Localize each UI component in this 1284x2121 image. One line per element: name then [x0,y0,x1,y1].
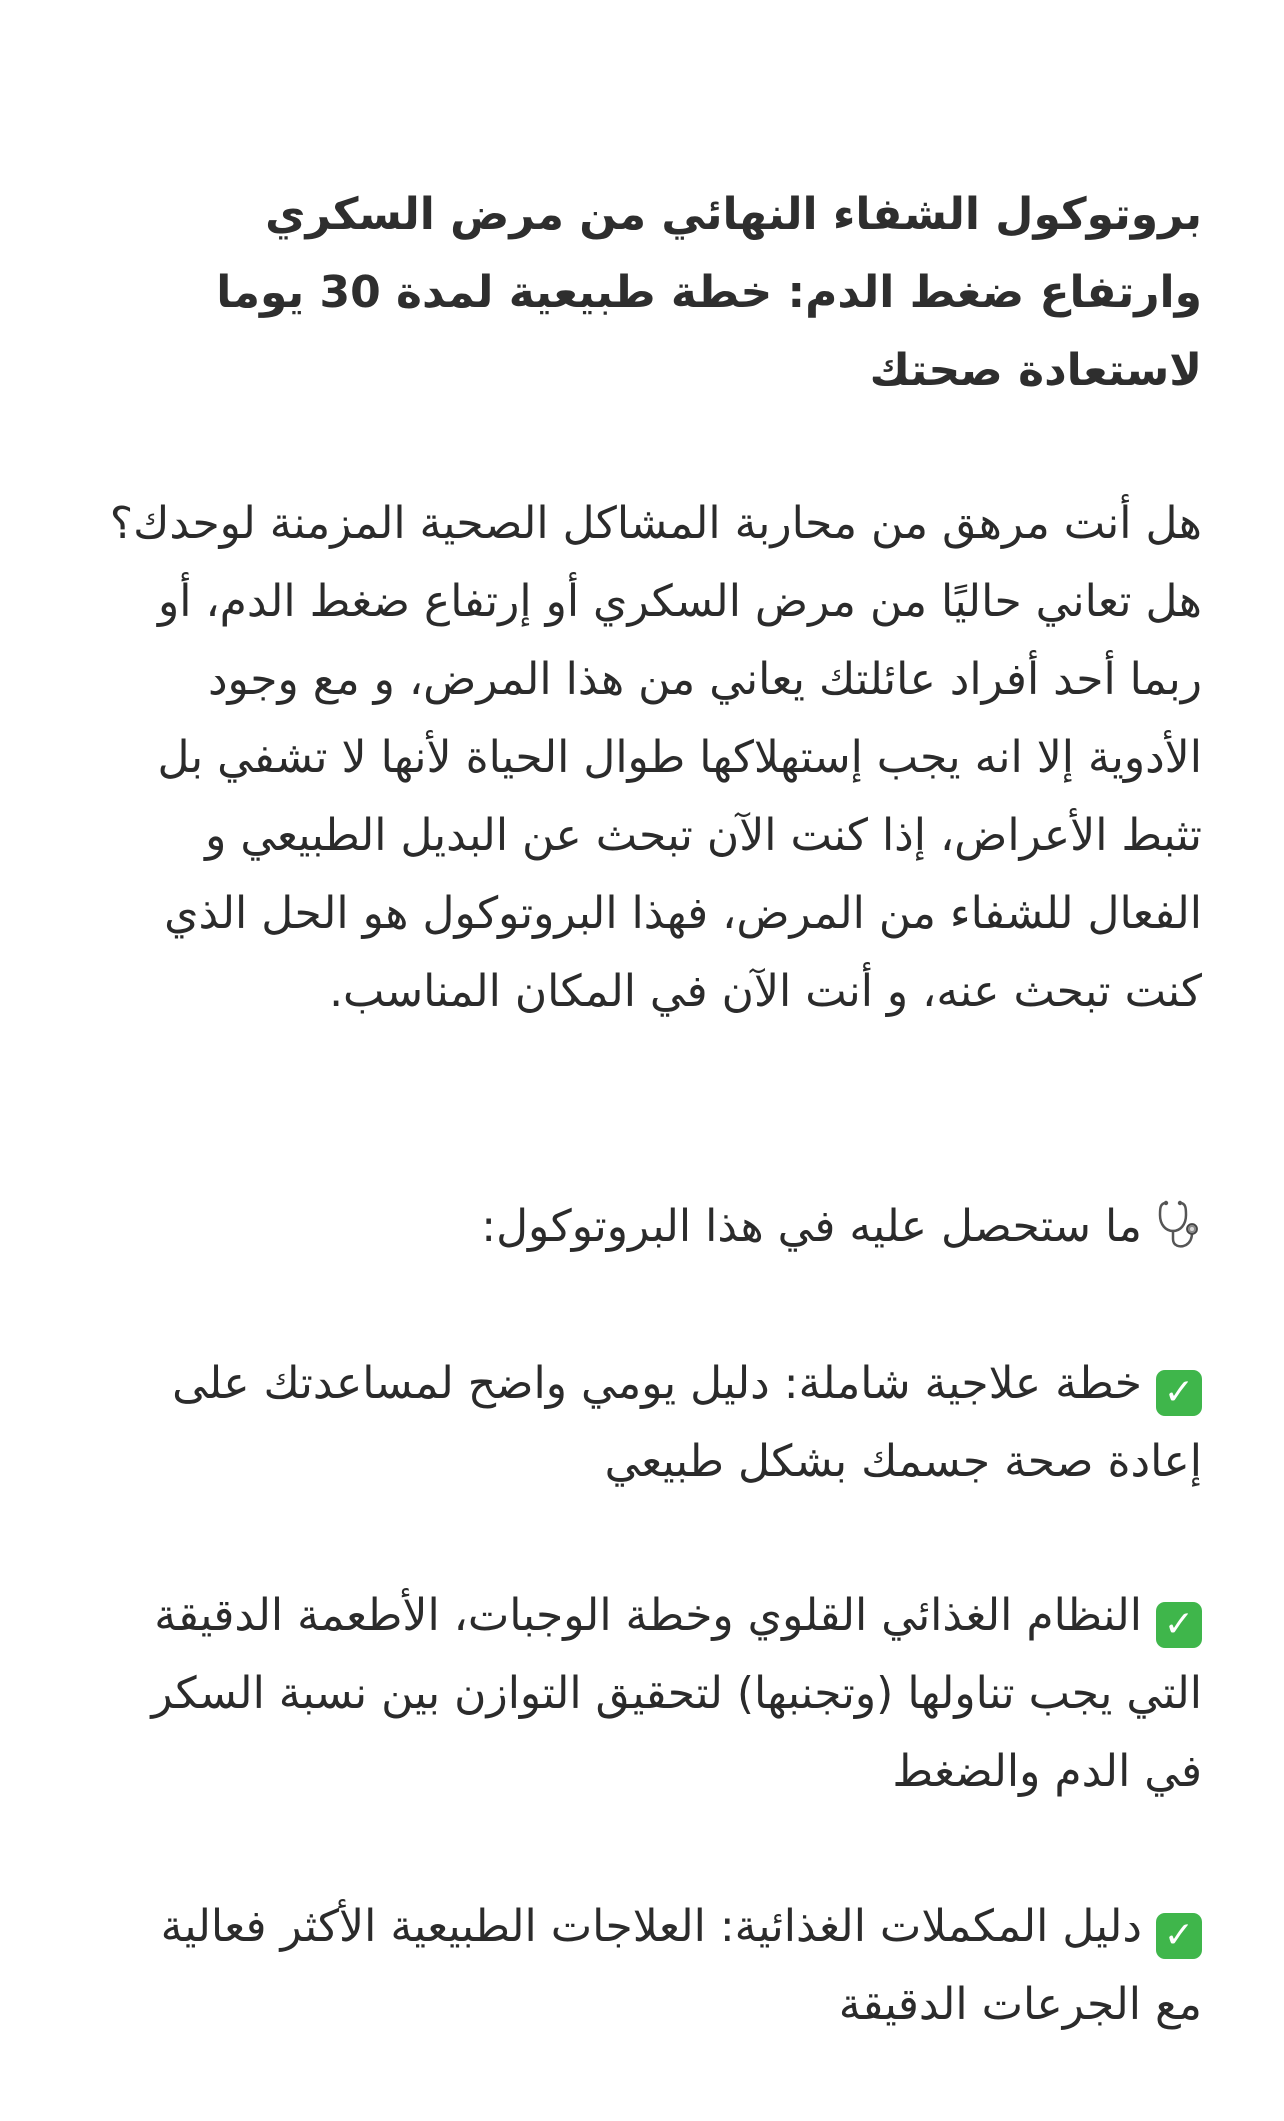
check-mark-icon: ✓ [1156,1913,1202,1959]
feature-text: دليل المكملات الغذائية: العلاجات الطبيعية الأكثر فعالية مع الجرعات الدقيقة [160,1901,1202,2030]
article-title: بروتوكول الشفاء النهائي من مرض السكري وارتفاع ضغط الدم: خطة طبيعية لمدة 30 يوما لاستعادة صحتك [216,189,1202,396]
features-heading-text: ما ستحصل عليه في هذا البروتوكول: [481,1201,1142,1252]
feature-text: خطة علاجية شاملة: دليل يومي واضح لمساعدتك على إعادة صحة جسمك بشكل طبيعي [172,1358,1202,1487]
feature-text: النظام الغذائي القلوي وخطة الوجبات، الأطعمة الدقيقة التي يجب تناولها (وتجنبها) لتحقيق التوازن بين نسبة السكر في الدم والضغط [151,1590,1202,1797]
intro-paragraph: هل أنت مرهق من محاربة المشاكل الصحية المزمنة لوحدك؟ هل تعاني حاليًا من مرض السكري أو إرتفاع ضغط الدم، أو ربما أحد أفراد عائلتك يعاني من هذا المرض، و مع وجود الأدوية إلا انه يجب إستهلاكها طوال الحياة لأنها لا تشفي بل تثبط الأعراض، إذا كنت الآن تبحث عن البديل الطبيعي و الفعال للشفاء من المرض، فهذا البروتوكول هو الحل الذي كنت تبحث عنه، و أنت الآن في المكان المناسب. [109,498,1202,1017]
stethoscope-icon [1156,1198,1202,1250]
features-heading [92,1188,1202,1266]
check-mark-icon: ✓ [1156,1370,1202,1416]
feature-item [142,1888,1202,2044]
feature-item [142,1345,1202,1501]
feature-item [142,1577,1202,1811]
check-mark-icon: ✓ [1156,1602,1202,1648]
